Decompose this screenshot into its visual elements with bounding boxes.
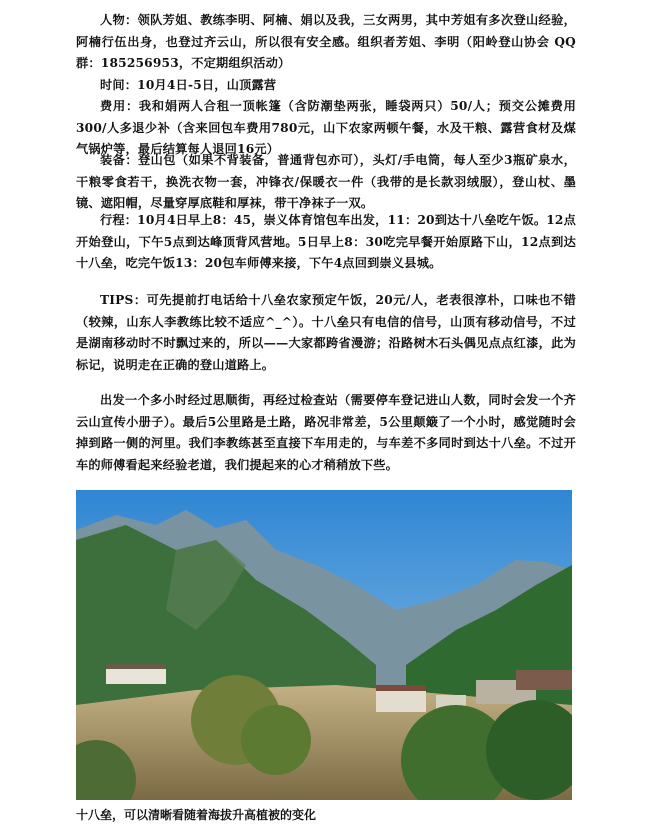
- paragraph-people: 人物：领队芳姐、教练李明、阿楠、娟以及我，三女两男，其中芳姐有多次登山经验，阿楠行伍出身，也登过齐云山，所以很有安全感。组织者芳姐、李明（阳岭登山协会 QQ群：185256953，不定期组织活动）: [76, 13, 576, 70]
- village-house: [106, 668, 166, 684]
- paragraph-departure: 出发一个多小时经过思顺街，再经过检查站（需要停车登记进山人数，同时会发一个齐云山宣传小册子）。最后5公里路是土路，路况非常差，5公里颠簸了一个小时，感觉随时会掉到路一侧的河里。我们李教练甚至直接下车用走的，与车差不多同时到达十八垒。不过开车的师傅看起来经验老道，我们提起来的心才稍稍放下些。: [76, 393, 576, 472]
- photo-caption: 十八垒，可以清晰看随着海拔升高植被的变化: [76, 808, 317, 822]
- village-house: [376, 690, 426, 712]
- paragraph-route: 行程：10月4日早上8：45，崇义体育馆包车出发，11：20到达十八垒吃午饭。12点开始登山，下午5点到达峰顶背风营地。5日早上8：30吃完早餐开始原路下山，12点到达十八垒，吃完午饭13：20包车师傅来接，下午4点回到崇义县城。: [76, 213, 576, 270]
- paragraph-time: 时间：10月4日-5日，山顶露营: [100, 78, 277, 92]
- paragraph-tips: TIPS：可先提前打电话给十八垒农家预定午饭，20元/人，老表很淳朴，口味也不错（较辣，山东人李教练比较不适应^_^）。十八垒只有电信的信号，山顶有移动信号，不过是湖南移动时不时飘过来的，所以——大家都跨省漫游；沿路树木石头偶见点点红漆，此为标记，说明走在正确的登山道路上。: [76, 293, 576, 372]
- mountain-photo: [76, 490, 572, 800]
- paragraph-gear: 装备：登山包（如果不背装备，普通背包亦可），头灯/手电筒，每人至少3瓶矿泉水，干粮零食若干，换洗衣物一套，冲锋衣/保暖衣一件（我带的是长款羽绒服），登山杖、墨镜、遮阳帽，尽量穿厚底鞋和厚袜，带干净袜子一双。: [76, 153, 576, 210]
- paragraph-cost: 费用：我和娟两人合租一顶帐篷（含防潮垫两张，睡袋两只）50/人；预交公摊费用300/人多退少补（含来回包车费用780元，山下农家两顿午餐，水及干粮、露营食材及煤气锅炉等，最后结算每人退回16元）: [76, 99, 576, 156]
